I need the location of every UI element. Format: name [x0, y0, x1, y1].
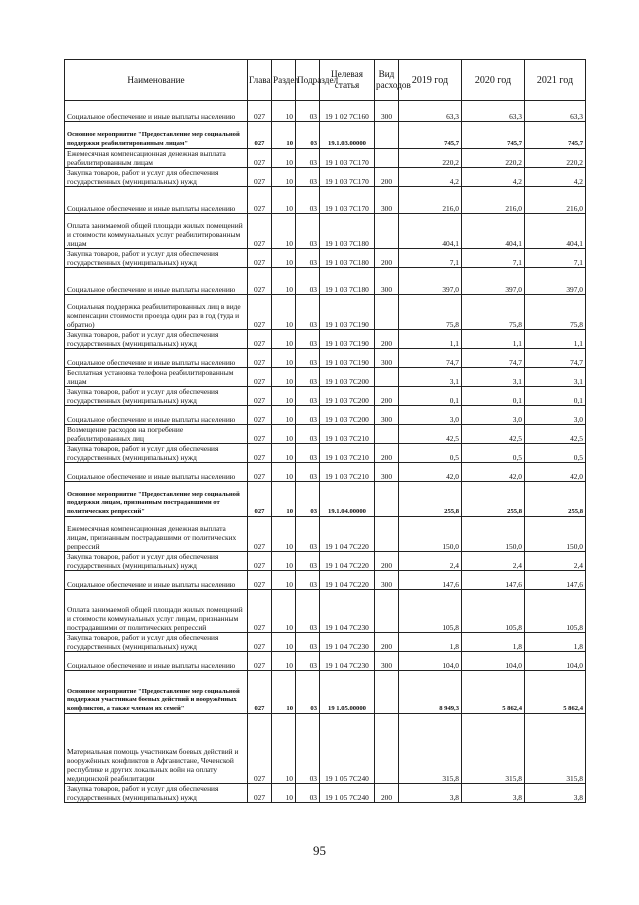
row-value-2021: 42,5: [525, 425, 586, 444]
row-value-2021: 3,0: [525, 406, 586, 425]
row-name: Материальная помощь участникам боевых действий и вооружённых конфликтов в Афганистане, Чеченской республике и других локальных войн на оплату медицинской реабилитации: [65, 714, 248, 784]
row-chapter: 027: [248, 349, 272, 368]
row-chapter: 027: [248, 149, 272, 168]
row-value-2020: 397,0: [462, 268, 525, 295]
table-row: [65, 249, 586, 268]
table-row: [65, 295, 586, 330]
row-chapter: 027: [248, 571, 272, 590]
row-section: 10: [272, 652, 296, 671]
table-row-main-activity: [65, 122, 586, 149]
row-section: 10: [272, 463, 296, 482]
row-subsection: 03: [296, 406, 320, 425]
row-chapter: 027: [248, 214, 272, 249]
row-name: Социальное обеспечение и иные выплаты населению: [65, 571, 248, 590]
row-value-2021: 404,1: [525, 214, 586, 249]
row-value-2021: 1,8: [525, 633, 586, 652]
row-name: Оплата занимаемой общей площади жилых помещений и стоимости коммунальных услуг реабилитированным лицам: [65, 214, 248, 249]
row-subsection: 03: [296, 517, 320, 552]
row-value-2021: 3,8: [525, 784, 586, 803]
row-exp-type: 300: [375, 349, 399, 368]
row-target: 19 1 03 7С190: [320, 349, 375, 368]
row-subsection: 03: [296, 552, 320, 571]
row-value-2020: 63,3: [462, 101, 525, 122]
row-value-2019: 105,8: [399, 590, 462, 633]
row-value-2021: 75,8: [525, 295, 586, 330]
header-name: Наименование: [65, 60, 248, 101]
row-value-2021: 315,8: [525, 714, 586, 784]
row-exp-type: [375, 590, 399, 633]
row-name: Социальная поддержка реабилитированных лиц в виде компенсации стоимости проезда один раз в год (туда и обратно): [65, 295, 248, 330]
row-name: Возмещение расходов на погребение реабилитированных лиц: [65, 425, 248, 444]
row-value-2021: 2,4: [525, 552, 586, 571]
row-value-2019: 150,0: [399, 517, 462, 552]
row-value-2020: 745,7: [462, 122, 525, 149]
row-target: 19 1 03 7С210: [320, 425, 375, 444]
row-subsection: 03: [296, 122, 320, 149]
header-year-2021: 2021 год: [525, 60, 586, 101]
table-row: [65, 784, 586, 803]
row-section: 10: [272, 633, 296, 652]
row-exp-type: 200: [375, 330, 399, 349]
row-target: 19 1 04 7С230: [320, 590, 375, 633]
row-exp-type: 200: [375, 444, 399, 463]
row-value-2021: 745,7: [525, 122, 586, 149]
row-exp-type: [375, 671, 399, 714]
row-value-2020: 5 862,4: [462, 671, 525, 714]
table-row: [65, 149, 586, 168]
row-subsection: 03: [296, 387, 320, 406]
row-value-2021: 3,1: [525, 368, 586, 387]
header-subsection: Подраздел: [296, 60, 320, 101]
row-exp-type: 200: [375, 552, 399, 571]
row-value-2019: 315,8: [399, 714, 462, 784]
row-value-2019: 3,8: [399, 784, 462, 803]
row-chapter: 027: [248, 652, 272, 671]
row-value-2020: 0,5: [462, 444, 525, 463]
row-chapter: 027: [248, 633, 272, 652]
page-number: 95: [313, 843, 326, 858]
row-exp-type: 300: [375, 101, 399, 122]
row-target: 19.1.04.00000: [320, 482, 375, 517]
row-name: Основное мероприятие "Предоставление мер социальной поддержки лицам, признанным пострадавшими от политических репрессий": [65, 482, 248, 517]
row-exp-type: [375, 295, 399, 330]
row-section: 10: [272, 517, 296, 552]
row-value-2020: 220,2: [462, 149, 525, 168]
row-chapter: 027: [248, 444, 272, 463]
row-exp-type: [375, 149, 399, 168]
row-target: 19 1 03 7С180: [320, 249, 375, 268]
row-subsection: 03: [296, 187, 320, 214]
row-section: 10: [272, 368, 296, 387]
row-value-2019: 1,1: [399, 330, 462, 349]
row-name: Основное мероприятие "Предоставление мер социальной поддержки реабилитированным лицам": [65, 122, 248, 149]
row-chapter: 027: [248, 784, 272, 803]
row-section: 10: [272, 295, 296, 330]
row-value-2019: 397,0: [399, 268, 462, 295]
row-value-2021: 216,0: [525, 187, 586, 214]
row-chapter: 027: [248, 368, 272, 387]
row-value-2019: 0,5: [399, 444, 462, 463]
table-row: [65, 714, 586, 784]
row-name: Оплата занимаемой общей площади жилых помещений и стоимости коммунальных услуг лицам, признанным пострадавшими от политических репрессий: [65, 590, 248, 633]
row-value-2021: 4,2: [525, 168, 586, 187]
row-exp-type: [375, 482, 399, 517]
row-name: Закупка товаров, работ и услуг для обеспечения государственных (муниципальных) нужд: [65, 168, 248, 187]
row-section: 10: [272, 187, 296, 214]
row-section: 10: [272, 425, 296, 444]
row-value-2021: 0,5: [525, 444, 586, 463]
row-name: Закупка товаров, работ и услуг для обеспечения государственных (муниципальных) нужд: [65, 330, 248, 349]
row-target: 19.1.03.00000: [320, 122, 375, 149]
table-body: [65, 101, 586, 803]
row-value-2020: 216,0: [462, 187, 525, 214]
row-name: Закупка товаров, работ и услуг для обеспечения государственных (муниципальных) нужд: [65, 552, 248, 571]
row-subsection: 03: [296, 295, 320, 330]
row-target: 19 1 05 7С240: [320, 784, 375, 803]
row-value-2020: 1,1: [462, 330, 525, 349]
row-section: 10: [272, 552, 296, 571]
row-target: 19 1 03 7С190: [320, 330, 375, 349]
row-section: 10: [272, 444, 296, 463]
row-value-2019: 42,0: [399, 463, 462, 482]
table-row: [65, 517, 586, 552]
table-row: [65, 387, 586, 406]
row-subsection: 03: [296, 633, 320, 652]
table-row: [65, 368, 586, 387]
row-name: Ежемесячная компенсационная денежная выплата реабилитированным лицам: [65, 149, 248, 168]
row-name: Основное мероприятие "Предоставление мер социальной поддержки участникам боевых действий и вооружённых конфликтов, а также членам их семей": [65, 671, 248, 714]
budget-table-sheet: [64, 59, 585, 803]
table-row: [65, 214, 586, 249]
row-section: 10: [272, 249, 296, 268]
row-section: 10: [272, 149, 296, 168]
row-subsection: 03: [296, 671, 320, 714]
row-chapter: 027: [248, 406, 272, 425]
header-year-2020: 2020 год: [462, 60, 525, 101]
row-subsection: 03: [296, 425, 320, 444]
row-target: 19 1 05 7С240: [320, 714, 375, 784]
row-chapter: 027: [248, 482, 272, 517]
row-section: 10: [272, 101, 296, 122]
row-subsection: 03: [296, 168, 320, 187]
row-value-2019: 3,1: [399, 368, 462, 387]
header-section: Раздел: [272, 60, 296, 101]
row-value-2021: 63,3: [525, 101, 586, 122]
row-target: 19 1 03 7С170: [320, 149, 375, 168]
row-chapter: 027: [248, 122, 272, 149]
row-name: Социальное обеспечение и иные выплаты населению: [65, 406, 248, 425]
row-chapter: 027: [248, 101, 272, 122]
row-exp-type: 300: [375, 571, 399, 590]
row-value-2020: 315,8: [462, 714, 525, 784]
row-target: 19 1 03 7С200: [320, 387, 375, 406]
row-section: 10: [272, 784, 296, 803]
row-value-2019: 3,0: [399, 406, 462, 425]
row-exp-type: 300: [375, 406, 399, 425]
table-row: [65, 552, 586, 571]
row-section: 10: [272, 482, 296, 517]
row-chapter: 027: [248, 590, 272, 633]
row-target: 19 1 03 7С200: [320, 368, 375, 387]
row-value-2020: 2,4: [462, 552, 525, 571]
row-exp-type: 200: [375, 387, 399, 406]
row-value-2021: 255,8: [525, 482, 586, 517]
row-subsection: 03: [296, 444, 320, 463]
row-exp-type: 300: [375, 463, 399, 482]
row-subsection: 03: [296, 482, 320, 517]
header-year-2019: 2019 год: [399, 60, 462, 101]
row-section: 10: [272, 330, 296, 349]
row-value-2020: 0,1: [462, 387, 525, 406]
row-section: 10: [272, 406, 296, 425]
row-target: 19 1 04 7С230: [320, 633, 375, 652]
row-value-2019: 216,0: [399, 187, 462, 214]
row-value-2021: 105,8: [525, 590, 586, 633]
row-subsection: 03: [296, 249, 320, 268]
row-value-2020: 7,1: [462, 249, 525, 268]
row-name: Ежемесячная компенсационная денежная выплата лицам, признанным пострадавшими от политических репрессий: [65, 517, 248, 552]
row-value-2021: 74,7: [525, 349, 586, 368]
row-section: 10: [272, 268, 296, 295]
row-target: 19 1 03 7С210: [320, 463, 375, 482]
table-row: [65, 590, 586, 633]
row-exp-type: 300: [375, 187, 399, 214]
table-row: [65, 633, 586, 652]
row-name: Закупка товаров, работ и услуг для обеспечения государственных (муниципальных) нужд: [65, 249, 248, 268]
row-name: Закупка товаров, работ и услуг для обеспечения государственных (муниципальных) нужд: [65, 387, 248, 406]
row-exp-type: [375, 368, 399, 387]
row-target: 19 1 04 7С230: [320, 652, 375, 671]
row-chapter: 027: [248, 295, 272, 330]
table-row: [65, 349, 586, 368]
table-row-main-activity: [65, 671, 586, 714]
row-subsection: 03: [296, 652, 320, 671]
row-subsection: 03: [296, 149, 320, 168]
row-chapter: 027: [248, 425, 272, 444]
row-value-2019: 0,1: [399, 387, 462, 406]
row-chapter: 027: [248, 268, 272, 295]
row-section: 10: [272, 714, 296, 784]
row-exp-type: [375, 122, 399, 149]
row-value-2019: 74,7: [399, 349, 462, 368]
row-value-2021: 147,6: [525, 571, 586, 590]
row-section: 10: [272, 349, 296, 368]
row-subsection: 03: [296, 714, 320, 784]
table-row: [65, 406, 586, 425]
row-value-2020: 147,6: [462, 571, 525, 590]
row-chapter: 027: [248, 249, 272, 268]
row-value-2020: 74,7: [462, 349, 525, 368]
row-value-2019: 75,8: [399, 295, 462, 330]
row-target: 19 1 03 7С170: [320, 187, 375, 214]
row-value-2019: 8 949,3: [399, 671, 462, 714]
row-name: Социальное обеспечение и иные выплаты населению: [65, 268, 248, 295]
row-value-2019: 4,2: [399, 168, 462, 187]
row-value-2020: 75,8: [462, 295, 525, 330]
row-exp-type: 200: [375, 168, 399, 187]
row-subsection: 03: [296, 463, 320, 482]
row-target: 19 1 03 7С170: [320, 168, 375, 187]
row-subsection: 03: [296, 571, 320, 590]
row-exp-type: 200: [375, 249, 399, 268]
row-value-2019: 147,6: [399, 571, 462, 590]
row-subsection: 03: [296, 590, 320, 633]
row-value-2020: 104,0: [462, 652, 525, 671]
table-row: [65, 425, 586, 444]
budget-table: [64, 59, 586, 803]
row-target: 19 1 04 7С220: [320, 571, 375, 590]
row-section: 10: [272, 122, 296, 149]
row-value-2020: 404,1: [462, 214, 525, 249]
row-target: 19 1 03 7С180: [320, 268, 375, 295]
row-value-2021: 1,1: [525, 330, 586, 349]
row-section: 10: [272, 214, 296, 249]
row-chapter: 027: [248, 552, 272, 571]
row-value-2019: 63,3: [399, 101, 462, 122]
row-section: 10: [272, 168, 296, 187]
row-name: Бесплатная установка телефона реабилитированным лицам: [65, 368, 248, 387]
row-value-2020: 3,0: [462, 406, 525, 425]
row-target: 19 1 03 7С210: [320, 444, 375, 463]
row-section: 10: [272, 387, 296, 406]
table-row: [65, 571, 586, 590]
row-target: 19 1 03 7С180: [320, 214, 375, 249]
row-exp-type: 200: [375, 784, 399, 803]
table-row: [65, 168, 586, 187]
table-row: [65, 463, 586, 482]
table-header-row: [65, 60, 586, 101]
row-subsection: 03: [296, 784, 320, 803]
table-row: [65, 652, 586, 671]
row-target: 19 1 03 7С190: [320, 295, 375, 330]
row-value-2020: 255,8: [462, 482, 525, 517]
row-target: 19 1.05.00000: [320, 671, 375, 714]
table-row: [65, 101, 586, 122]
row-name: Закупка товаров, работ и услуг для обеспечения государственных (муниципальных) нужд: [65, 633, 248, 652]
row-value-2021: 104,0: [525, 652, 586, 671]
header-chapter: Глава: [248, 60, 272, 101]
row-value-2019: 220,2: [399, 149, 462, 168]
row-subsection: 03: [296, 349, 320, 368]
table-row: [65, 330, 586, 349]
table-row: [65, 187, 586, 214]
row-chapter: 027: [248, 463, 272, 482]
row-value-2021: 42,0: [525, 463, 586, 482]
row-exp-type: 300: [375, 268, 399, 295]
row-chapter: 027: [248, 168, 272, 187]
row-subsection: 03: [296, 330, 320, 349]
row-value-2020: 3,8: [462, 784, 525, 803]
row-target: 19 1 04 7С220: [320, 517, 375, 552]
row-value-2020: 1,8: [462, 633, 525, 652]
row-exp-type: [375, 214, 399, 249]
row-name: Социальное обеспечение и иные выплаты населению: [65, 101, 248, 122]
row-value-2021: 5 862,4: [525, 671, 586, 714]
row-value-2019: 104,0: [399, 652, 462, 671]
row-value-2021: 220,2: [525, 149, 586, 168]
row-name: Закупка товаров, работ и услуг для обеспечения государственных (муниципальных) нужд: [65, 784, 248, 803]
row-chapter: 027: [248, 187, 272, 214]
row-value-2019: 745,7: [399, 122, 462, 149]
row-name: Социальное обеспечение и иные выплаты населению: [65, 349, 248, 368]
row-chapter: 027: [248, 671, 272, 714]
header-target: Целевая статья: [320, 60, 375, 101]
row-name: Социальное обеспечение и иные выплаты населению: [65, 463, 248, 482]
row-exp-type: [375, 517, 399, 552]
row-value-2019: 42,5: [399, 425, 462, 444]
row-target: 19 1 02 7С160: [320, 101, 375, 122]
row-value-2019: 2,4: [399, 552, 462, 571]
row-subsection: 03: [296, 101, 320, 122]
header-exp-type: Вид расходов: [375, 60, 399, 101]
row-value-2020: 3,1: [462, 368, 525, 387]
row-exp-type: 300: [375, 652, 399, 671]
row-value-2020: 42,0: [462, 463, 525, 482]
row-name: Закупка товаров, работ и услуг для обеспечения государственных (муниципальных) нужд: [65, 444, 248, 463]
row-subsection: 03: [296, 214, 320, 249]
row-chapter: 027: [248, 330, 272, 349]
row-value-2020: 4,2: [462, 168, 525, 187]
row-value-2020: 150,0: [462, 517, 525, 552]
row-name: Социальное обеспечение и иные выплаты населению: [65, 187, 248, 214]
row-exp-type: 200: [375, 633, 399, 652]
row-chapter: 027: [248, 714, 272, 784]
table-row: [65, 268, 586, 295]
row-chapter: 027: [248, 517, 272, 552]
row-chapter: 027: [248, 387, 272, 406]
row-exp-type: [375, 714, 399, 784]
row-value-2021: 7,1: [525, 249, 586, 268]
row-value-2019: 1,8: [399, 633, 462, 652]
row-value-2021: 397,0: [525, 268, 586, 295]
row-subsection: 03: [296, 368, 320, 387]
row-target: 19 1 04 7С220: [320, 552, 375, 571]
table-row-main-activity: [65, 482, 586, 517]
row-section: 10: [272, 671, 296, 714]
row-value-2021: 150,0: [525, 517, 586, 552]
row-name: Социальное обеспечение и иные выплаты населению: [65, 652, 248, 671]
row-section: 10: [272, 571, 296, 590]
row-value-2020: 42,5: [462, 425, 525, 444]
row-value-2019: 255,8: [399, 482, 462, 517]
row-value-2019: 7,1: [399, 249, 462, 268]
row-exp-type: [375, 425, 399, 444]
row-section: 10: [272, 590, 296, 633]
row-value-2019: 404,1: [399, 214, 462, 249]
row-target: 19 1 03 7С200: [320, 406, 375, 425]
row-subsection: 03: [296, 268, 320, 295]
row-value-2020: 105,8: [462, 590, 525, 633]
table-row: [65, 444, 586, 463]
row-value-2021: 0,1: [525, 387, 586, 406]
